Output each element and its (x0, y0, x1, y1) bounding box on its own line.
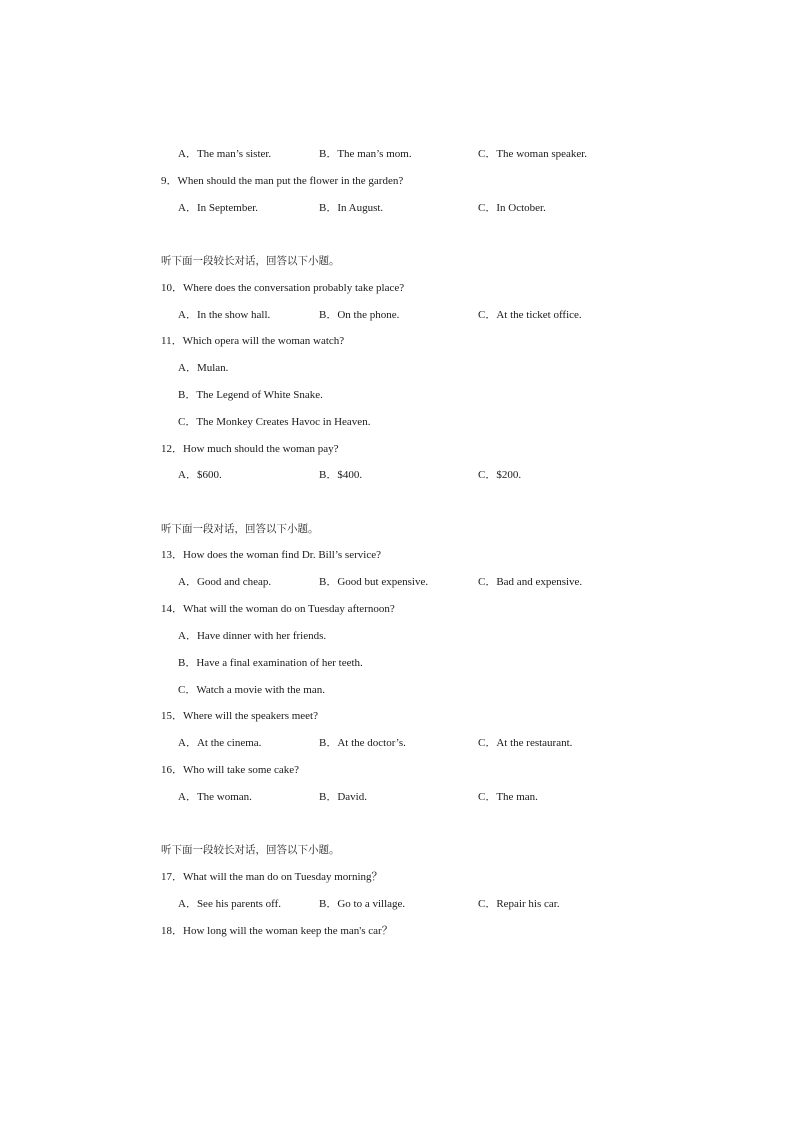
q13-option-c: C．Bad and expensive. (478, 576, 583, 588)
q13-text: 13．How does the woman find Dr. Bill’s service? (161, 549, 381, 561)
q8-options-row (0, 146, 794, 162)
q14-option-a: A．Have dinner with her friends. (178, 630, 327, 642)
q11-option-c-row (0, 414, 794, 430)
q12-text: 12．How much should the woman pay? (161, 443, 339, 455)
q17-text: 17．What will the man do on Tuesday morning？ (161, 871, 383, 883)
q14-option-a-row (0, 628, 794, 644)
q9-option-b: B．In August. (319, 202, 384, 214)
q10-question (0, 280, 794, 296)
q18-text: 18．How long will the woman keep the man's car？ (161, 925, 393, 937)
q10-options-row (0, 307, 794, 323)
q8-option-a: A．The man’s sister. (178, 148, 272, 160)
q13-options-row (0, 574, 794, 590)
q14-option-c-row (0, 682, 794, 698)
q10-text: 10．Where does the conversation probably take place? (161, 282, 405, 294)
q8-option-c: C．The woman speaker. (478, 148, 588, 160)
q12-option-a: A．$600. (178, 469, 222, 481)
section-instruction-3 (0, 842, 794, 858)
q17-question (0, 869, 794, 885)
q13-question (0, 547, 794, 563)
q10-option-c: C．At the ticket office. (478, 309, 582, 321)
q14-text: 14．What will the woman do on Tuesday afternoon? (161, 603, 395, 615)
q11-option-c: C．The Monkey Creates Havoc in Heaven. (178, 416, 371, 428)
q11-option-a: A．Mulan. (178, 362, 229, 374)
q16-question (0, 762, 794, 778)
q12-question (0, 441, 794, 457)
q15-option-c: C．At the restaurant. (478, 737, 573, 749)
q17-option-c: C．Repair his car. (478, 898, 560, 910)
section-instruction-2 (0, 521, 794, 537)
q16-option-c: C．The man. (478, 791, 538, 803)
q9-text: 9．When should the man put the flower in the garden? (161, 175, 404, 187)
q14-option-b: B．Have a final examination of her teeth. (178, 657, 363, 669)
section-2-text: 听下面一段对话，回答以下小题。 (161, 523, 319, 535)
q11-question (0, 333, 794, 349)
q18-question (0, 923, 794, 939)
q10-option-b: B．On the phone. (319, 309, 400, 321)
q14-question (0, 601, 794, 617)
q11-text: 11．Which opera will the woman watch? (161, 335, 345, 347)
q14-option-c: C．Watch a movie with the man. (178, 684, 325, 696)
q8-option-b: B．The man’s mom. (319, 148, 412, 160)
q15-option-b: B．At the doctor’s. (319, 737, 406, 749)
q9-question (0, 173, 794, 189)
q13-option-b: B．Good but expensive. (319, 576, 429, 588)
q13-option-a: A．Good and cheap. (178, 576, 272, 588)
section-instruction-1 (0, 253, 794, 269)
q17-options-row (0, 896, 794, 912)
q15-question (0, 708, 794, 724)
q11-option-b: B．The Legend of White Snake. (178, 389, 323, 401)
q12-option-b: B．$400. (319, 469, 363, 481)
q15-option-a: A．At the cinema. (178, 737, 262, 749)
q14-option-b-row (0, 655, 794, 671)
q12-options-row (0, 467, 794, 483)
q9-option-c: C．In October. (478, 202, 546, 214)
q9-options-row (0, 200, 794, 216)
q17-option-a: A．See his parents off. (178, 898, 282, 910)
section-3-text: 听下面一段较长对话，回答以下小题。 (161, 844, 340, 856)
q16-options-row (0, 789, 794, 805)
q12-option-c: C．$200. (478, 469, 522, 481)
q16-option-a: A．The woman. (178, 791, 252, 803)
q17-option-b: B．Go to a village. (319, 898, 406, 910)
q9-option-a: A．In September. (178, 202, 259, 214)
q16-option-b: B．David. (319, 791, 367, 803)
q11-option-b-row (0, 387, 794, 403)
q16-text: 16．Who will take some cake? (161, 764, 300, 776)
q15-options-row (0, 735, 794, 751)
section-1-text: 听下面一段较长对话，回答以下小题。 (161, 255, 340, 267)
q11-option-a-row (0, 360, 794, 376)
q10-option-a: A．In the show hall. (178, 309, 271, 321)
q15-text: 15．Where will the speakers meet? (161, 710, 318, 722)
